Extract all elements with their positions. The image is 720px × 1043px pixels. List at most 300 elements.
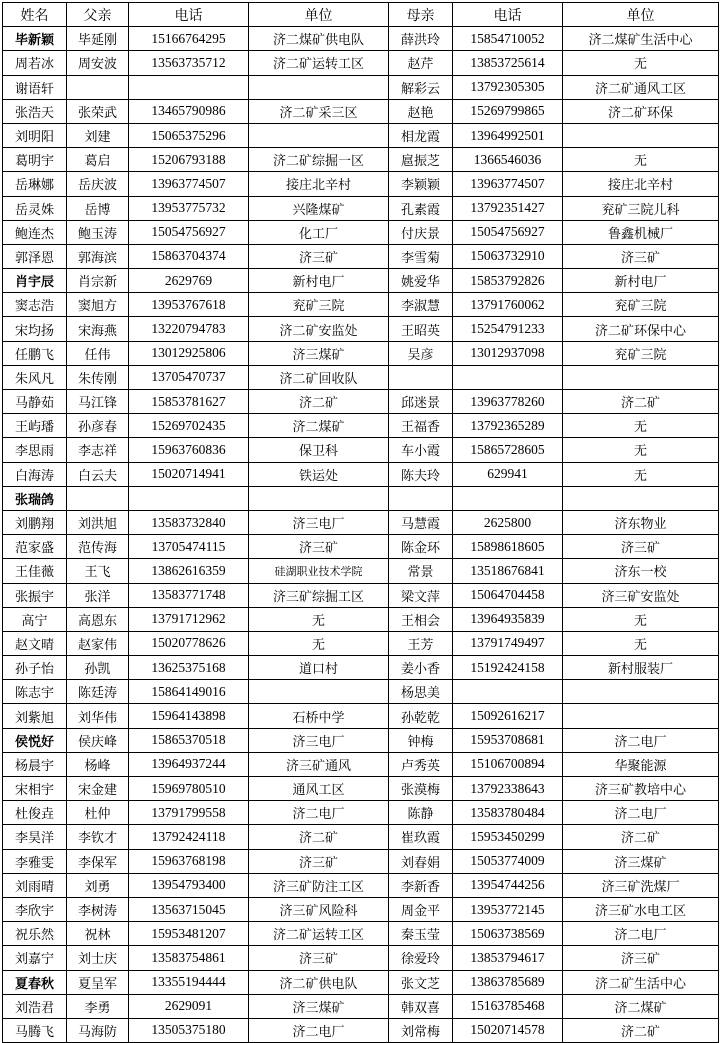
father-work-cell: 无 [249,607,389,631]
father-phone-cell: 13012925806 [129,341,249,365]
father-phone-cell: 15206793188 [129,148,249,172]
mother-work-cell: 济三矿 [563,244,719,268]
father-name-cell: 岳庆波 [67,172,129,196]
mother-phone-cell: 15020714578 [453,1018,563,1042]
table-row [3,341,719,365]
mother-phone-cell [453,486,563,510]
mother-work-cell: 济三矿水电工区 [563,897,719,921]
father-name-cell: 范传海 [67,535,129,559]
mother-name-cell: 陈夫玲 [389,462,453,486]
student-name-cell: 李欣宇 [3,897,67,921]
mother-phone-cell: 13964992501 [453,123,563,147]
table-row [3,317,719,341]
father-name-cell: 张荣武 [67,99,129,123]
father-phone-cell: 13953767618 [129,293,249,317]
table-row [3,631,719,655]
student-name-cell: 高宁 [3,607,67,631]
father-work-cell: 济三煤矿 [249,994,389,1018]
mother-name-cell: 扈振芝 [389,148,453,172]
mother-work-cell: 济三矿教培中心 [563,777,719,801]
father-work-cell: 兖矿三院 [249,293,389,317]
mother-phone-cell: 15953450299 [453,825,563,849]
table-row [3,148,719,172]
student-name-cell: 郭泽恩 [3,244,67,268]
father-phone-cell [129,75,249,99]
mother-name-cell [389,365,453,389]
mother-phone-cell: 15898618605 [453,535,563,559]
father-name-cell: 张洋 [67,583,129,607]
mother-name-cell: 杨思美 [389,680,453,704]
father-name-cell: 高恩东 [67,607,129,631]
table-row [3,946,719,970]
mother-name-cell: 解彩云 [389,75,453,99]
mother-name-cell: 钟梅 [389,728,453,752]
father-work-cell: 济三矿 [249,946,389,970]
father-name-cell: 刘勇 [67,873,129,897]
mother-phone-cell: 15053774009 [453,849,563,873]
mother-work-cell: 无 [563,607,719,631]
table-row [3,99,719,123]
mother-work-cell: 无 [563,414,719,438]
father-phone-cell: 15963760836 [129,438,249,462]
table-row [3,244,719,268]
mother-phone-cell: 15054756927 [453,220,563,244]
mother-name-cell: 周金平 [389,897,453,921]
father-work-cell [249,486,389,510]
father-phone-cell: 13791712962 [129,607,249,631]
father-work-cell: 无 [249,631,389,655]
mother-work-cell: 济二矿 [563,390,719,414]
father-name-cell: 陈廷涛 [67,680,129,704]
father-phone-cell: 13625375168 [129,656,249,680]
father-phone-cell: 13705474115 [129,535,249,559]
header-father-work: 单位 [249,3,389,27]
father-work-cell: 济二电厂 [249,801,389,825]
mother-work-cell: 济二电厂 [563,922,719,946]
table-row [3,196,719,220]
father-work-cell: 济二矿 [249,390,389,414]
father-work-cell: 接庄北辛村 [249,172,389,196]
father-work-cell [249,123,389,147]
table-row [3,486,719,510]
student-name-cell: 张浩天 [3,99,67,123]
father-phone-cell: 15054756927 [129,220,249,244]
header-mother: 母亲 [389,3,453,27]
father-name-cell: 鲍玉涛 [67,220,129,244]
student-name-cell: 马静茹 [3,390,67,414]
mother-phone-cell: 629941 [453,462,563,486]
mother-work-cell: 接庄北辛村 [563,172,719,196]
mother-work-cell: 无 [563,148,719,172]
father-phone-cell: 13583754861 [129,946,249,970]
mother-work-cell [563,123,719,147]
father-phone-cell: 13791799558 [129,801,249,825]
header-father-phone: 电话 [129,3,249,27]
father-name-cell: 孙凯 [67,656,129,680]
mother-phone-cell: 13963774507 [453,172,563,196]
father-work-cell: 济三电厂 [249,510,389,534]
mother-name-cell: 卢秀英 [389,752,453,776]
table-row [3,897,719,921]
table-row [3,922,719,946]
father-work-cell: 济三矿综掘工区 [249,583,389,607]
father-phone-cell: 15166764295 [129,27,249,51]
mother-name-cell: 孔素霞 [389,196,453,220]
mother-name-cell: 徐爱玲 [389,946,453,970]
mother-phone-cell: 15192424158 [453,656,563,680]
father-phone-cell: 13953775732 [129,196,249,220]
mother-phone-cell: 13012937098 [453,341,563,365]
mother-name-cell: 王昭英 [389,317,453,341]
mother-work-cell [563,486,719,510]
mother-name-cell: 付庆景 [389,220,453,244]
father-name-cell: 杜仲 [67,801,129,825]
father-work-cell: 通风工区 [249,777,389,801]
mother-name-cell: 姚爱华 [389,269,453,293]
student-name-cell: 宋均扬 [3,317,67,341]
table-body [3,3,719,1043]
father-work-cell: 济三电厂 [249,728,389,752]
mother-phone-cell: 13791749497 [453,631,563,655]
mother-work-cell: 济二矿 [563,825,719,849]
father-phone-cell: 15020778626 [129,631,249,655]
father-work-cell [249,680,389,704]
table-row [3,656,719,680]
father-work-cell: 新村电厂 [249,269,389,293]
father-work-cell: 济二矿供电队 [249,970,389,994]
table-row [3,728,719,752]
student-name-cell: 周若冰 [3,51,67,75]
table-row [3,510,719,534]
mother-name-cell: 李雪菊 [389,244,453,268]
father-work-cell: 济二矿 [249,825,389,849]
mother-phone-cell: 13583780484 [453,801,563,825]
student-name-cell: 李昊洋 [3,825,67,849]
table-row [3,970,719,994]
student-name-cell: 张振宇 [3,583,67,607]
mother-name-cell: 陈静 [389,801,453,825]
mother-name-cell: 赵芹 [389,51,453,75]
mother-work-cell: 济东物业 [563,510,719,534]
student-name-cell: 王屿璠 [3,414,67,438]
mother-work-cell: 新村电厂 [563,269,719,293]
father-phone-cell: 13583732840 [129,510,249,534]
mother-work-cell: 兖矿三院儿科 [563,196,719,220]
father-phone-cell: 13954793400 [129,873,249,897]
mother-phone-cell: 15063732910 [453,244,563,268]
father-work-cell: 硅湖职业技术学院 [249,559,389,583]
mother-work-cell: 济三矿洗煤厂 [563,873,719,897]
table-row [3,293,719,317]
father-phone-cell: 13705470737 [129,365,249,389]
mother-phone-cell: 15106700894 [453,752,563,776]
table-row [3,27,719,51]
father-name-cell: 窦旭方 [67,293,129,317]
mother-name-cell: 姜小香 [389,656,453,680]
header-mother-phone: 电话 [453,3,563,27]
mother-phone-cell: 13518676841 [453,559,563,583]
mother-phone-cell: 13863785689 [453,970,563,994]
mother-name-cell: 相龙霞 [389,123,453,147]
table-row [3,607,719,631]
student-name-cell: 谢语轩 [3,75,67,99]
father-name-cell: 刘建 [67,123,129,147]
father-work-cell: 济三矿 [249,849,389,873]
mother-name-cell: 马慧霞 [389,510,453,534]
father-phone-cell: 13220794783 [129,317,249,341]
student-name-cell: 王佳薇 [3,559,67,583]
mother-work-cell: 济二矿环保 [563,99,719,123]
father-phone-cell: 15964143898 [129,704,249,728]
mother-phone-cell: 15092616217 [453,704,563,728]
student-name-cell: 杜俊垚 [3,801,67,825]
mother-work-cell: 济二电厂 [563,801,719,825]
mother-phone-cell: 1366546036 [453,148,563,172]
mother-name-cell: 刘春娟 [389,849,453,873]
student-name-cell: 肖宇辰 [3,269,67,293]
father-name-cell: 李保军 [67,849,129,873]
father-phone-cell: 13862616359 [129,559,249,583]
mother-phone-cell: 15853792826 [453,269,563,293]
table-row [3,365,719,389]
mother-name-cell: 吴彦 [389,341,453,365]
student-name-cell: 刘浩君 [3,994,67,1018]
student-name-cell: 范家盛 [3,535,67,559]
mother-name-cell: 李新香 [389,873,453,897]
father-phone-cell: 15969780510 [129,777,249,801]
student-name-cell: 宋相宇 [3,777,67,801]
table-row [3,559,719,583]
mother-name-cell: 刘常梅 [389,1018,453,1042]
father-work-cell [249,75,389,99]
mother-name-cell: 邱迷景 [389,390,453,414]
mother-phone-cell [453,680,563,704]
mother-work-cell: 鲁鑫机械厂 [563,220,719,244]
student-name-cell: 刘紫旭 [3,704,67,728]
father-work-cell: 铁运处 [249,462,389,486]
mother-name-cell: 王福香 [389,414,453,438]
student-name-cell: 陈志宇 [3,680,67,704]
mother-work-cell: 无 [563,462,719,486]
student-name-cell: 岳灵姝 [3,196,67,220]
father-name-cell: 李勇 [67,994,129,1018]
mother-work-cell: 济三矿 [563,946,719,970]
father-phone-cell: 15963768198 [129,849,249,873]
mother-phone-cell: 13853794617 [453,946,563,970]
mother-work-cell: 济二煤矿生活中心 [563,27,719,51]
student-name-cell: 孙子怡 [3,656,67,680]
father-work-cell: 济二矿综掘一区 [249,148,389,172]
father-work-cell: 石桥中学 [249,704,389,728]
father-work-cell: 济二矿安监处 [249,317,389,341]
student-name-cell: 任鹏飞 [3,341,67,365]
mother-phone-cell: 13792351427 [453,196,563,220]
father-phone-cell: 15864149016 [129,680,249,704]
father-name-cell: 宋海燕 [67,317,129,341]
header-mother-work: 单位 [563,3,719,27]
table-row [3,535,719,559]
father-phone-cell: 13792424118 [129,825,249,849]
student-name-cell: 毕新颖 [3,27,67,51]
mother-name-cell: 常景 [389,559,453,583]
father-name-cell: 杨峰 [67,752,129,776]
table-row [3,51,719,75]
father-work-cell: 济三煤矿 [249,341,389,365]
mother-name-cell: 李淑慧 [389,293,453,317]
mother-name-cell: 秦玉莹 [389,922,453,946]
father-phone-cell: 15865370518 [129,728,249,752]
mother-phone-cell: 15854710052 [453,27,563,51]
mother-phone-cell: 15163785468 [453,994,563,1018]
father-phone-cell [129,486,249,510]
mother-work-cell: 无 [563,438,719,462]
father-phone-cell: 13963774507 [129,172,249,196]
mother-work-cell: 济三矿 [563,535,719,559]
father-name-cell: 葛启 [67,148,129,172]
father-name-cell: 祝林 [67,922,129,946]
father-work-cell: 济二电厂 [249,1018,389,1042]
father-name-cell: 王飞 [67,559,129,583]
father-name-cell: 朱传刚 [67,365,129,389]
mother-phone-cell: 2625800 [453,510,563,534]
father-phone-cell: 13563715045 [129,897,249,921]
father-phone-cell: 13964937244 [129,752,249,776]
table-row [3,777,719,801]
student-name-cell: 杨晨宇 [3,752,67,776]
father-name-cell: 刘华伟 [67,704,129,728]
mother-phone-cell: 15269799865 [453,99,563,123]
mother-phone-cell: 15254791233 [453,317,563,341]
father-name-cell: 夏呈军 [67,970,129,994]
table-row [3,438,719,462]
student-name-cell: 白海涛 [3,462,67,486]
mother-work-cell [563,365,719,389]
father-name-cell: 郭海滨 [67,244,129,268]
father-phone-cell: 13355194444 [129,970,249,994]
table-row [3,1018,719,1042]
mother-work-cell: 兖矿三院 [563,341,719,365]
father-work-cell: 兴隆煤矿 [249,196,389,220]
mother-work-cell: 兖矿三院 [563,293,719,317]
mother-work-cell: 济二矿生活中心 [563,970,719,994]
student-name-cell: 李思雨 [3,438,67,462]
mother-work-cell: 济三矿安监处 [563,583,719,607]
student-name-cell: 刘雨晴 [3,873,67,897]
father-work-cell: 济二矿采三区 [249,99,389,123]
father-name-cell: 李钦才 [67,825,129,849]
father-phone-cell: 15863704374 [129,244,249,268]
mother-work-cell: 华聚能源 [563,752,719,776]
father-name-cell: 孙彦春 [67,414,129,438]
father-work-cell: 济三矿 [249,535,389,559]
table-row [3,75,719,99]
father-work-cell: 济三矿防注工区 [249,873,389,897]
mother-name-cell: 张文芝 [389,970,453,994]
mother-phone-cell [453,365,563,389]
father-phone-cell: 13583771748 [129,583,249,607]
mother-work-cell [563,704,719,728]
mother-work-cell: 济三煤矿 [563,849,719,873]
student-name-cell: 赵文晴 [3,631,67,655]
mother-work-cell: 新村服装厂 [563,656,719,680]
mother-phone-cell: 13953772145 [453,897,563,921]
father-phone-cell: 13465790986 [129,99,249,123]
father-work-cell: 济三矿通风 [249,752,389,776]
table-row [3,172,719,196]
father-name-cell: 肖宗新 [67,269,129,293]
table-row [3,269,719,293]
mother-phone-cell: 13791760062 [453,293,563,317]
student-name-cell: 鲍连杰 [3,220,67,244]
mother-name-cell: 车小霞 [389,438,453,462]
student-name-cell: 夏春秋 [3,970,67,994]
father-work-cell: 济三矿 [249,244,389,268]
father-name-cell: 刘洪旭 [67,510,129,534]
table-row [3,752,719,776]
father-phone-cell: 15020714941 [129,462,249,486]
student-name-cell: 窦志浩 [3,293,67,317]
father-work-cell: 济二矿运转工区 [249,922,389,946]
student-name-cell: 岳琳娜 [3,172,67,196]
table-row [3,704,719,728]
mother-work-cell: 济二煤矿 [563,994,719,1018]
table-row [3,825,719,849]
mother-work-cell: 济东一校 [563,559,719,583]
mother-work-cell [563,680,719,704]
mother-phone-cell: 13964935839 [453,607,563,631]
father-name-cell [67,75,129,99]
mother-work-cell: 济二矿环保中心 [563,317,719,341]
student-name-cell: 祝乐然 [3,922,67,946]
table-row [3,873,719,897]
student-name-cell: 刘明阳 [3,123,67,147]
mother-phone-cell: 13792365289 [453,414,563,438]
student-name-cell: 李雅雯 [3,849,67,873]
mother-phone-cell: 15063738569 [453,922,563,946]
mother-phone-cell: 15064704458 [453,583,563,607]
father-name-cell: 赵家伟 [67,631,129,655]
table-row [3,801,719,825]
father-phone-cell: 2629769 [129,269,249,293]
father-phone-cell: 2629091 [129,994,249,1018]
student-name-cell: 刘鹏翔 [3,510,67,534]
father-name-cell: 宋金建 [67,777,129,801]
father-work-cell: 济二矿运转工区 [249,51,389,75]
father-name-cell: 任伟 [67,341,129,365]
father-work-cell: 济二矿回收队 [249,365,389,389]
mother-name-cell: 孙乾乾 [389,704,453,728]
father-work-cell: 济三矿风险科 [249,897,389,921]
father-phone-cell: 13505375180 [129,1018,249,1042]
mother-phone-cell: 15865728605 [453,438,563,462]
student-name-cell: 葛明宇 [3,148,67,172]
father-phone-cell: 15269702435 [129,414,249,438]
father-name-cell: 李树涛 [67,897,129,921]
student-name-cell: 侯悦好 [3,728,67,752]
table-row [3,414,719,438]
table-row [3,680,719,704]
mother-work-cell: 无 [563,631,719,655]
father-name-cell: 白云夫 [67,462,129,486]
father-name-cell [67,486,129,510]
table-row [3,849,719,873]
father-phone-cell: 15853781627 [129,390,249,414]
header-row [3,3,719,27]
mother-name-cell: 王相会 [389,607,453,631]
mother-name-cell: 韩双喜 [389,994,453,1018]
father-name-cell: 岳博 [67,196,129,220]
table-row [3,220,719,244]
